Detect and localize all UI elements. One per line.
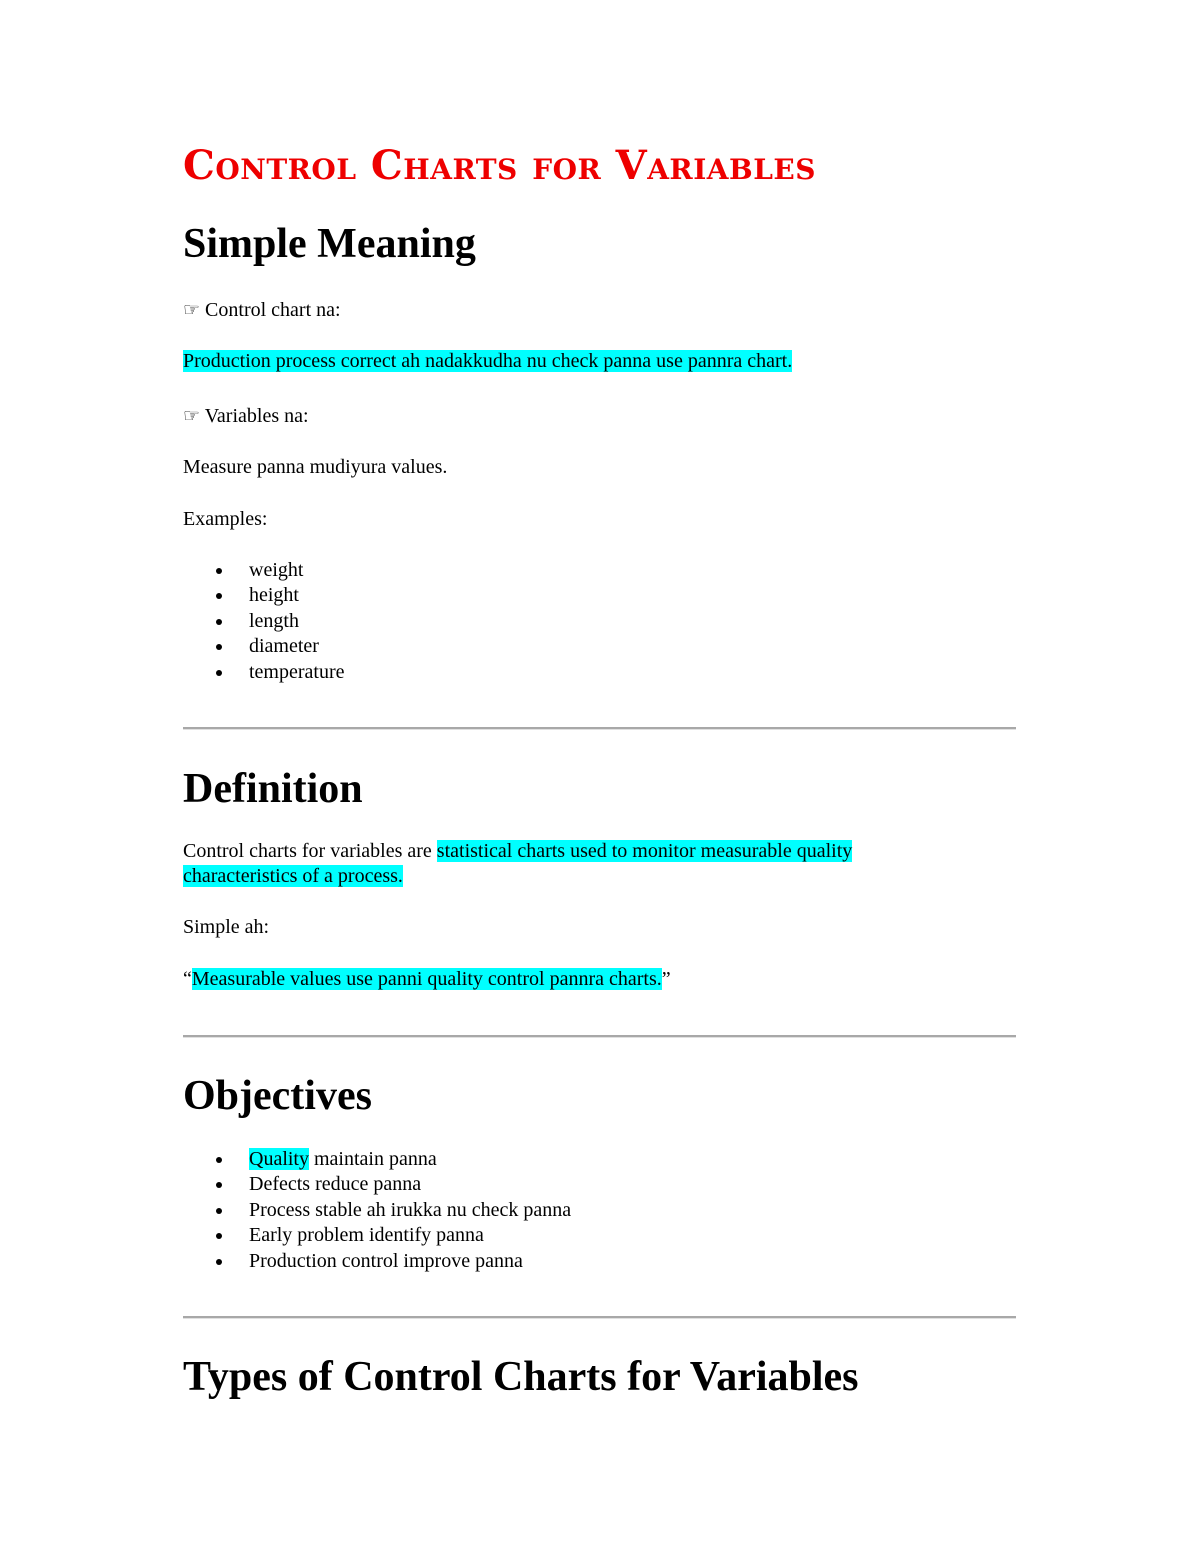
horizontal-rule (183, 1316, 1016, 1319)
quote-close: ” (661, 968, 671, 990)
list-item: Production control improve panna (183, 1249, 571, 1274)
list-item: Process stable ah irukka nu check panna (183, 1198, 571, 1223)
simple-ah-label: Simple ah: (183, 916, 270, 938)
variables-label-line (183, 404, 309, 429)
definition-line-2 (183, 864, 403, 889)
highlighted-text: statistical charts used to monitor measurable quality (436, 840, 853, 862)
heading-types: Types of Control Charts for Variables (183, 1354, 859, 1400)
heading-simple-meaning: Simple Meaning (183, 221, 476, 267)
horizontal-rule (183, 727, 1016, 730)
examples-list (183, 558, 345, 685)
list-item: length (183, 609, 345, 634)
list-item: weight (183, 558, 345, 583)
list-item: temperature (183, 660, 345, 685)
list-item-text: maintain panna (309, 1148, 437, 1170)
document-title: Control Charts for Variables (183, 142, 816, 189)
list-item: Early problem identify panna (183, 1223, 571, 1248)
definition-quote (183, 967, 671, 992)
examples-label: Examples: (183, 508, 268, 530)
highlighted-text: Quality (249, 1148, 309, 1170)
variables-definition: Measure panna mudiyura values. (183, 456, 448, 478)
highlighted-text: Production process correct ah nadakkudha nu check panna use pannra chart. (183, 350, 793, 372)
highlighted-text: Measurable values use panni quality control pannra charts. (191, 968, 662, 990)
objectives-list (183, 1147, 571, 1274)
definition-line-1 (183, 839, 852, 864)
pointing-hand-icon: ☞ (183, 300, 201, 321)
control-chart-label: Control chart na: (205, 299, 341, 321)
control-chart-label-line (183, 298, 341, 323)
list-item (183, 1147, 571, 1172)
control-chart-definition (183, 349, 792, 374)
horizontal-rule (183, 1035, 1016, 1038)
quote-open: “ (183, 968, 192, 990)
heading-definition: Definition (183, 766, 363, 812)
list-item: Defects reduce panna (183, 1172, 571, 1197)
list-item: diameter (183, 634, 345, 659)
variables-label: Variables na: (204, 405, 309, 427)
list-item: height (183, 583, 345, 608)
highlighted-text: characteristics of a process. (183, 865, 403, 887)
definition-plain-text: Control charts for variables are (183, 840, 437, 862)
heading-objectives: Objectives (183, 1073, 372, 1119)
pointing-hand-icon: ☞ (183, 406, 201, 427)
